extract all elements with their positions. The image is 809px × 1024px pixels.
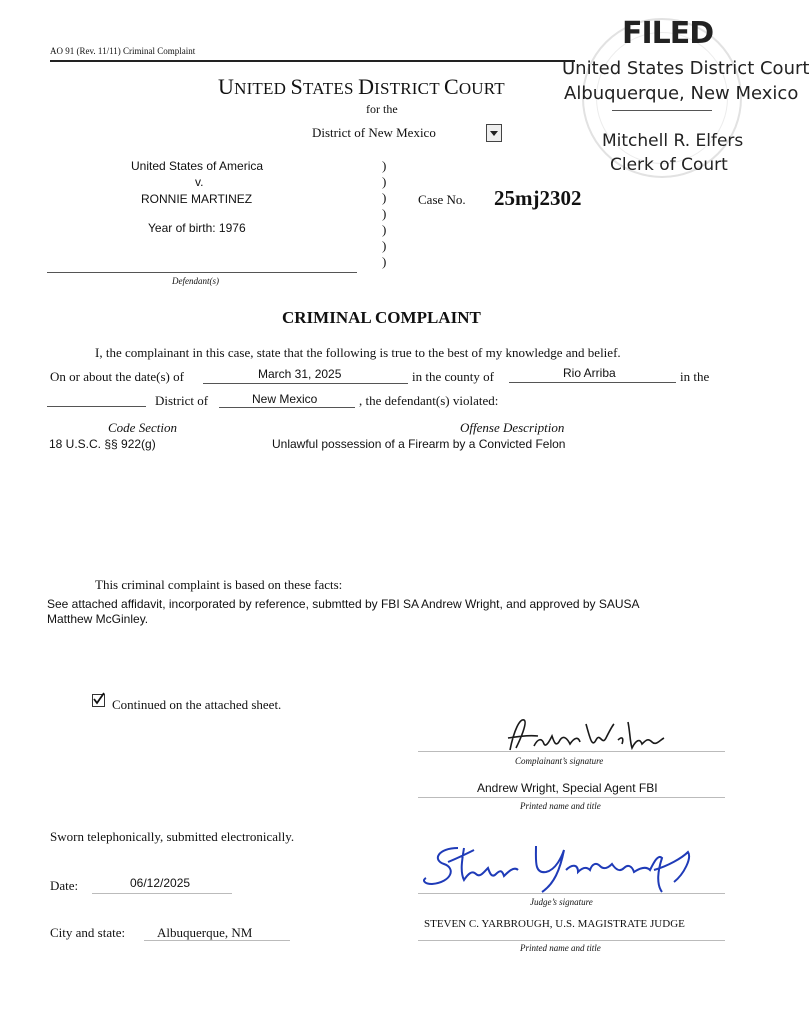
stamp-location: Albuquerque, New Mexico (564, 83, 799, 104)
case-number[interactable]: 25mj2302 (494, 186, 582, 210)
code-section-header: Code Section (108, 420, 177, 435)
complainant-printed-name[interactable]: Andrew Wright, Special Agent FBI (477, 781, 658, 795)
offense-description-value[interactable]: Unlawful possession of a Firearm by a Convicted Felon (272, 437, 566, 451)
intro-statement: I, the complainant in this case, state that the following is true to the best of my knowledge and belief. (95, 345, 621, 360)
stamp-divider (612, 110, 712, 111)
filed-stamp: FILED (622, 16, 714, 51)
form-id: AO 91 (Rev. 11/11) Criminal Complaint (50, 46, 196, 56)
district-select[interactable]: District of New Mexico (312, 125, 436, 140)
district-value[interactable]: New Mexico (252, 392, 318, 406)
stamp-clerk-title: Clerk of Court (610, 155, 728, 175)
continued-label: Continued on the attached sheet. (112, 697, 282, 712)
header-rule (50, 60, 575, 62)
date-label: Date: (50, 878, 79, 893)
complainant-signature-line (418, 751, 725, 752)
sworn-date[interactable]: 06/12/2025 (130, 876, 191, 890)
document-title: CRIMINAL COMPLAINT (282, 308, 481, 327)
facts-line-2[interactable]: Matthew McGinley. (47, 612, 149, 626)
checkmark-icon (92, 692, 105, 705)
offense-date[interactable]: March 31, 2025 (258, 367, 342, 381)
plaintiff-name: United States of America (131, 159, 264, 173)
continued-checkbox[interactable] (92, 694, 105, 707)
city-state-value[interactable]: Albuquerque, NM (157, 925, 253, 940)
judge-signature-label: Judge’s signature (530, 897, 593, 907)
date-underline-line (92, 893, 232, 894)
county-value[interactable]: Rio Arriba (563, 366, 616, 380)
judge-signature-line (418, 893, 725, 894)
city-underline (144, 940, 290, 941)
judge-printed-label: Printed name and title (520, 943, 601, 953)
judge-printed-line (418, 940, 725, 941)
facts-line-1[interactable]: See attached affidavit, incorporated by reference, submtted by FBI SA Andrew Wright, and approved by SAUSA (47, 597, 640, 611)
district-of-label: District of (155, 393, 209, 408)
versus-label: v. (195, 175, 204, 189)
district-blank-underline (47, 406, 146, 407)
caption-parens: ) ) ) ) ) ) ) (382, 158, 387, 269)
for-the-label: for the (366, 102, 398, 116)
judge-printed-name[interactable]: STEVEN C. YARBROUGH, U.S. MAGISTRATE JUDGE (424, 918, 685, 930)
defendant-underline (47, 272, 357, 273)
sworn-statement: Sworn telephonically, submitted electronically. (50, 829, 295, 844)
offense-description-header: Offense Description (460, 420, 565, 435)
judge-signature-image (418, 840, 708, 896)
code-section-value[interactable]: 18 U.S.C. §§ 922(g) (49, 437, 156, 451)
complainant-signature-label: Complainant’s signature (515, 756, 604, 766)
complainant-printed-line (418, 797, 725, 798)
complainant-printed-label: Printed name and title (520, 801, 601, 811)
in-county-label: in the county of (412, 369, 494, 384)
court-title: UNITED STATES DISTRICT COURT (218, 74, 505, 99)
complainant-signature-image (490, 710, 690, 756)
violated-label: , the defendant(s) violated: (359, 393, 499, 408)
county-underline (509, 382, 676, 383)
defendant-year-of-birth: Year of birth: 1976 (148, 221, 246, 235)
dropdown-arrow-icon[interactable] (486, 124, 502, 142)
stamp-clerk: Mitchell R. Elfers (602, 131, 744, 151)
in-the-label: in the (680, 369, 710, 384)
date-underline (203, 383, 408, 384)
case-no-label: Case No. (418, 192, 466, 207)
facts-intro: This criminal complaint is based on these facts: (95, 577, 343, 592)
city-state-label: City and state: (50, 925, 126, 940)
defendant-name: RONNIE MARTINEZ (141, 192, 253, 206)
defendants-label: Defendant(s) (172, 276, 219, 286)
stamp-court: United States District Court (562, 58, 809, 79)
on-or-about-label: On or about the date(s) of (50, 369, 184, 384)
district-underline (219, 407, 355, 408)
